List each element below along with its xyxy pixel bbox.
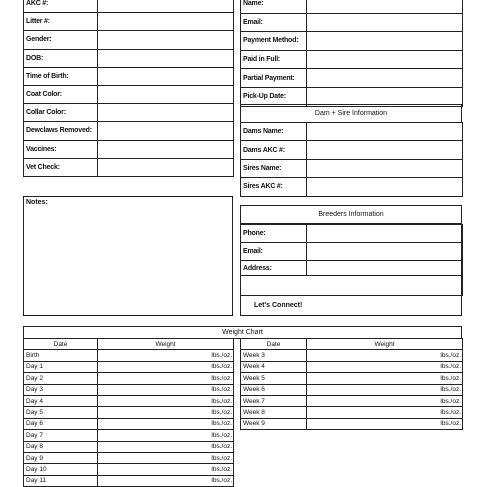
- weight-right-row: [241, 407, 463, 418]
- weight-right-weight-field[interactable]: lbs./oz.: [307, 418, 463, 429]
- weight-right-weight-header: Weight: [307, 339, 463, 350]
- weight-right-weight-field[interactable]: lbs./oz.: [307, 350, 463, 361]
- dam-sire-table: [240, 122, 463, 197]
- weight-left-row: [24, 384, 234, 395]
- weight-left-row: [24, 464, 234, 475]
- dam-sire-row: [241, 123, 463, 141]
- weight-left-date: Day 10: [24, 464, 98, 475]
- weight-right-date: Week 8: [241, 407, 307, 418]
- puppy-info-row: [24, 85, 234, 103]
- breeders-field[interactable]: [307, 261, 463, 276]
- weight-left-date: Day 8: [24, 441, 98, 452]
- dam-sire-label: Sires Name:: [241, 159, 307, 177]
- weight-left-row: [24, 430, 234, 441]
- puppy-info-label: Litter #:: [24, 13, 98, 31]
- puppy-info-table: [23, 0, 234, 177]
- buyer-info-row: [241, 13, 463, 32]
- weight-right-date: Week 6: [241, 384, 307, 395]
- buyer-info-label: Pick-Up Date:: [241, 87, 307, 106]
- puppy-info-row: [24, 49, 234, 67]
- weight-left-weight-field[interactable]: lbs./oz.: [98, 418, 234, 429]
- weight-right-date: Week 7: [241, 395, 307, 406]
- weight-right-weight-field[interactable]: lbs./oz.: [307, 395, 463, 406]
- puppy-info-label: Collar Color:: [24, 104, 98, 122]
- puppy-info-label: Dewclaws Removed:: [24, 122, 98, 140]
- weight-left-date: Day 9: [24, 452, 98, 463]
- weight-right-row: [241, 373, 463, 384]
- puppy-info-field[interactable]: [98, 104, 234, 122]
- weight-left-date: Day 3: [24, 384, 98, 395]
- weight-right-date: Week 5: [241, 373, 307, 384]
- weight-left-weight-field[interactable]: lbs./oz.: [98, 441, 234, 452]
- breeders-blank-row: [241, 276, 463, 296]
- buyer-info-label: Email:: [241, 13, 307, 32]
- weight-left-row: [24, 407, 234, 418]
- breeders-row: [241, 261, 463, 276]
- weight-chart-left: [23, 338, 234, 487]
- weight-right-row: [241, 350, 463, 361]
- dam-sire-row: [241, 178, 463, 196]
- breeders-field[interactable]: [307, 225, 463, 243]
- weight-right-row: [241, 384, 463, 395]
- dam-sire-field[interactable]: [307, 141, 463, 159]
- breeders-table: [240, 224, 463, 296]
- buyer-info-row: [241, 32, 463, 51]
- weight-right-weight-field[interactable]: lbs./oz.: [307, 361, 463, 372]
- dam-sire-row: [241, 159, 463, 177]
- breeders-label: Address:: [241, 261, 307, 276]
- breeders-label: Phone:: [241, 225, 307, 243]
- weight-left-row: [24, 373, 234, 384]
- dam-sire-label: Sires AKC #:: [241, 178, 307, 196]
- dam-sire-label: Dams Name:: [241, 123, 307, 141]
- weight-right-date: Week 3: [241, 350, 307, 361]
- buyer-info-table: [240, 0, 463, 107]
- weight-left-weight-field[interactable]: lbs./oz.: [98, 384, 234, 395]
- puppy-info-row: [24, 140, 234, 158]
- weight-left-row: [24, 475, 234, 486]
- weight-right-date: Week 4: [241, 361, 307, 372]
- puppy-info-field[interactable]: [98, 140, 234, 158]
- dam-sire-label: Dams AKC #:: [241, 141, 307, 159]
- puppy-info-field[interactable]: [98, 13, 234, 31]
- buyer-info-field[interactable]: [307, 0, 463, 13]
- weight-right-weight-field[interactable]: lbs./oz.: [307, 407, 463, 418]
- notes-box[interactable]: [23, 196, 233, 316]
- weight-chart-right: [240, 338, 463, 430]
- buyer-info-label: Partial Payment:: [241, 69, 307, 88]
- puppy-info-label: Time of Birth:: [24, 67, 98, 85]
- breeders-title-text: Breeders Information: [318, 211, 384, 218]
- puppy-info-field[interactable]: [98, 85, 234, 103]
- buyer-info-field[interactable]: [307, 13, 463, 32]
- weight-chart-title-text: Weight Chart: [222, 329, 263, 336]
- dam-sire-title: [240, 104, 462, 123]
- weight-left-weight-field[interactable]: lbs./oz.: [98, 464, 234, 475]
- weight-left-date: Birth: [24, 350, 98, 361]
- weight-left-weight-field[interactable]: lbs./oz.: [98, 373, 234, 384]
- weight-left-date-header: Date: [24, 339, 98, 350]
- puppy-info-label: Vaccines:: [24, 140, 98, 158]
- buyer-info-row: [241, 0, 463, 13]
- puppy-info-row: [24, 122, 234, 140]
- puppy-info-field[interactable]: [98, 31, 234, 49]
- buyer-info-label: Paid in Full:: [241, 50, 307, 69]
- weight-left-weight-field[interactable]: lbs./oz.: [98, 475, 234, 486]
- weight-left-row: [24, 452, 234, 463]
- weight-right-date-header: Date: [241, 339, 307, 350]
- dam-sire-row: [241, 141, 463, 159]
- buyer-info-field[interactable]: [307, 69, 463, 88]
- buyer-info-field[interactable]: [307, 32, 463, 51]
- weight-right-weight-field[interactable]: lbs./oz.: [307, 373, 463, 384]
- weight-left-weight-field[interactable]: lbs./oz.: [98, 407, 234, 418]
- weight-left-weight-field[interactable]: lbs./oz.: [98, 361, 234, 372]
- breeders-label: Email:: [241, 243, 307, 261]
- puppy-info-field[interactable]: [98, 0, 234, 13]
- buyer-info-row: [241, 69, 463, 88]
- weight-right-row: [241, 361, 463, 372]
- puppy-info-label: AKC #:: [24, 0, 98, 13]
- puppy-info-field[interactable]: [98, 122, 234, 140]
- weight-left-row: [24, 441, 234, 452]
- puppy-info-row: [24, 67, 234, 85]
- weight-right-weight-field[interactable]: lbs./oz.: [307, 384, 463, 395]
- buyer-info-row: [241, 50, 463, 69]
- lets-connect: Let's Connect!: [254, 302, 303, 309]
- puppy-info-row: [24, 0, 234, 13]
- puppy-info-label: DOB:: [24, 49, 98, 67]
- buyer-info-label: Payment Method:: [241, 32, 307, 51]
- dam-sire-field[interactable]: [307, 159, 463, 177]
- weight-right-row: [241, 418, 463, 429]
- puppy-info-label: Vet Check:: [24, 158, 98, 176]
- weight-left-weight-field[interactable]: lbs./oz.: [98, 395, 234, 406]
- breeders-blank-field[interactable]: [241, 276, 463, 296]
- buyer-info-label: Name:: [241, 0, 307, 13]
- puppy-info-row: [24, 158, 234, 176]
- breeders-row: [241, 243, 463, 261]
- weight-left-row: [24, 395, 234, 406]
- puppy-info-row: [24, 13, 234, 31]
- weight-right-date: Week 9: [241, 418, 307, 429]
- weight-left-row: [24, 418, 234, 429]
- weight-left-date: Day 2: [24, 373, 98, 384]
- dam-sire-field[interactable]: [307, 178, 463, 196]
- puppy-info-row: [24, 104, 234, 122]
- notes-label: Notes:: [26, 199, 48, 206]
- weight-left-weight-field[interactable]: lbs./oz.: [98, 430, 234, 441]
- puppy-info-label: Coat Color:: [24, 85, 98, 103]
- dam-sire-field[interactable]: [307, 123, 463, 141]
- buyer-info-field[interactable]: [307, 50, 463, 69]
- weight-right-row: [241, 395, 463, 406]
- weight-left-date: Day 11: [24, 475, 98, 486]
- breeders-title: [240, 205, 462, 224]
- puppy-info-label: Gender:: [24, 31, 98, 49]
- weight-left-date: Day 7: [24, 430, 98, 441]
- weight-left-weight-field[interactable]: lbs./oz.: [98, 452, 234, 463]
- weight-left-header-row: [24, 339, 234, 350]
- weight-right-header-row: [241, 339, 463, 350]
- breeders-row: [241, 225, 463, 243]
- weight-left-date: Day 6: [24, 418, 98, 429]
- weight-left-row: [24, 350, 234, 361]
- weight-left-date: Day 5: [24, 407, 98, 418]
- weight-left-date: Day 4: [24, 395, 98, 406]
- weight-left-date: Day 1: [24, 361, 98, 372]
- weight-left-row: [24, 361, 234, 372]
- puppy-info-field[interactable]: [98, 158, 234, 176]
- weight-left-weight-header: Weight: [98, 339, 234, 350]
- puppy-info-field[interactable]: [98, 67, 234, 85]
- weight-left-weight-field[interactable]: lbs./oz.: [98, 350, 234, 361]
- dam-sire-title-text: Dam + Sire Information: [314, 110, 388, 117]
- breeders-field[interactable]: [307, 243, 463, 261]
- puppy-info-field[interactable]: [98, 49, 234, 67]
- puppy-info-row: [24, 31, 234, 49]
